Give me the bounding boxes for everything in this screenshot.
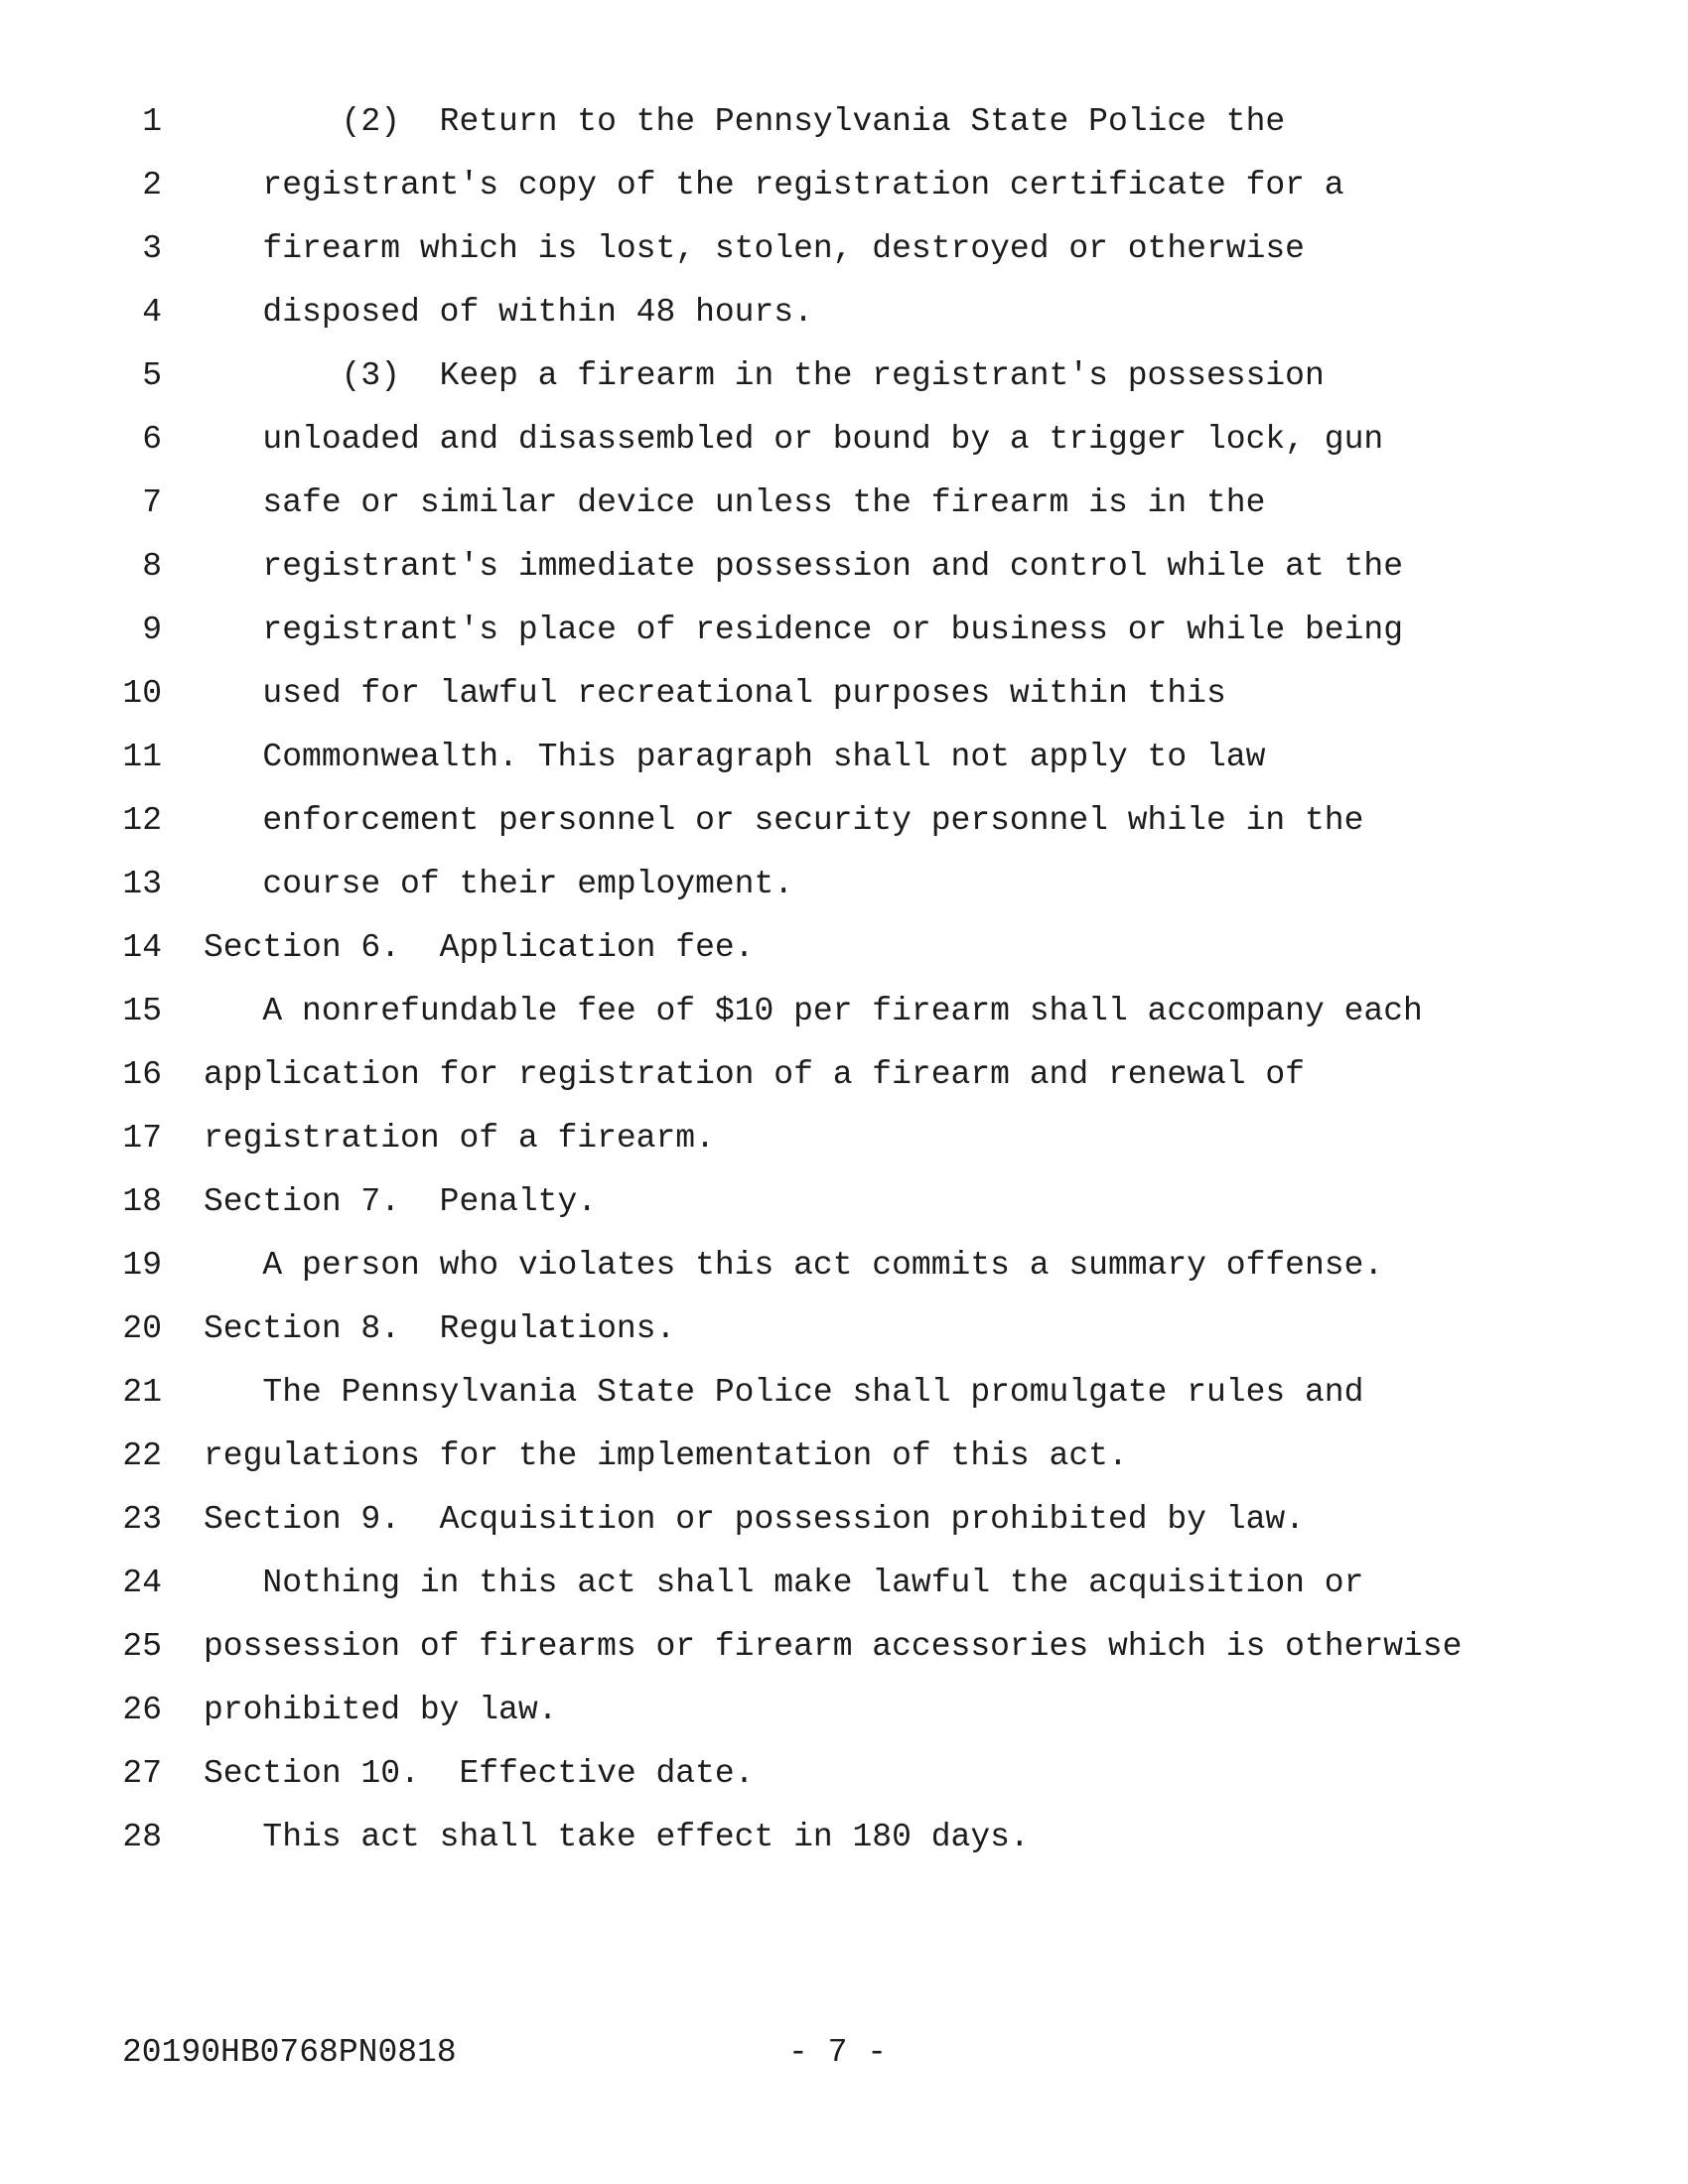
- document-line: [0, 1043, 1688, 1107]
- document-line: [0, 1107, 1688, 1170]
- line-text: registration of a firearm.: [204, 1120, 715, 1157]
- line-number: 26: [122, 1692, 162, 1728]
- line-number: 8: [142, 548, 162, 585]
- line-text: disposed of within 48 hours.: [204, 294, 813, 331]
- line-number: 17: [122, 1120, 162, 1157]
- line-text: possession of firearms or firearm accessories which is otherwise: [204, 1628, 1463, 1665]
- line-number: 23: [122, 1501, 162, 1538]
- line-number: 18: [122, 1183, 162, 1220]
- line-text: A nonrefundable fee of $10 per firearm shall accompany each: [204, 993, 1423, 1029]
- line-text: Nothing in this act shall make lawful the acquisition or: [204, 1565, 1364, 1601]
- line-text: firearm which is lost, stolen, destroyed or otherwise: [204, 230, 1305, 267]
- document-line: [0, 1679, 1688, 1742]
- document-line: [0, 726, 1688, 789]
- line-number: 22: [122, 1437, 162, 1474]
- line-text: registrant's immediate possession and control while at the: [204, 548, 1403, 585]
- line-number: 16: [122, 1056, 162, 1093]
- line-number: 4: [142, 294, 162, 331]
- line-text: Commonwealth. This paragraph shall not apply to law: [204, 739, 1266, 775]
- line-number: 5: [142, 357, 162, 394]
- line-number: 12: [122, 802, 162, 839]
- document-line: [0, 1361, 1688, 1425]
- line-text: unloaded and disassembled or bound by a trigger lock, gun: [204, 421, 1384, 458]
- line-number: 15: [122, 993, 162, 1029]
- line-number: 27: [122, 1755, 162, 1792]
- document-line: [0, 980, 1688, 1043]
- line-number: 9: [142, 612, 162, 648]
- document-line: [0, 1615, 1688, 1679]
- document-line: [0, 217, 1688, 281]
- line-text: application for registration of a firearm and renewal of: [204, 1056, 1305, 1093]
- line-text: regulations for the implementation of this act.: [204, 1437, 1128, 1474]
- line-text: A person who violates this act commits a summary offense.: [204, 1247, 1384, 1284]
- line-text: This act shall take effect in 180 days.: [204, 1819, 1030, 1855]
- document-line: [0, 408, 1688, 472]
- document-line: [0, 853, 1688, 916]
- document-line: [0, 1806, 1688, 1869]
- line-number: 7: [142, 484, 162, 521]
- line-number: 24: [122, 1565, 162, 1601]
- document-line: [0, 1552, 1688, 1615]
- document-line: [0, 90, 1688, 154]
- line-number: 13: [122, 866, 162, 902]
- line-text: (2) Return to the Pennsylvania State Police the: [204, 103, 1286, 140]
- line-text: enforcement personnel or security personnel while in the: [204, 802, 1364, 839]
- line-number: 28: [122, 1819, 162, 1855]
- document-line: [0, 916, 1688, 980]
- document-line: [0, 1297, 1688, 1361]
- line-number: 1: [142, 103, 162, 140]
- line-number: 21: [122, 1374, 162, 1411]
- bill-text-body: [0, 90, 1688, 1869]
- line-text: Section 10. Effective date.: [204, 1755, 755, 1792]
- document-line: [0, 662, 1688, 726]
- line-text: used for lawful recreational purposes within this: [204, 675, 1226, 712]
- document-line: [0, 1170, 1688, 1234]
- line-number: 6: [142, 421, 162, 458]
- line-text: registrant's copy of the registration certificate for a: [204, 167, 1344, 204]
- document-line: [0, 535, 1688, 599]
- line-text: prohibited by law.: [204, 1692, 558, 1728]
- document-line: [0, 599, 1688, 662]
- document-line: [0, 1425, 1688, 1488]
- document-line: [0, 154, 1688, 217]
- line-number: 25: [122, 1628, 162, 1665]
- line-text: Section 7. Penalty.: [204, 1183, 598, 1220]
- page-number: - 7 -: [788, 2034, 888, 2071]
- document-line: [0, 1742, 1688, 1806]
- document-line: [0, 472, 1688, 535]
- line-number: 11: [122, 739, 162, 775]
- document-line: [0, 281, 1688, 344]
- line-number: 3: [142, 230, 162, 267]
- document-line: [0, 344, 1688, 408]
- line-number: 14: [122, 929, 162, 966]
- line-text: The Pennsylvania State Police shall promulgate rules and: [204, 1374, 1364, 1411]
- document-line: [0, 1234, 1688, 1297]
- line-text: Section 8. Regulations.: [204, 1310, 676, 1347]
- bill-identifier: 20190HB0768PN0818: [122, 2034, 457, 2071]
- line-number: 20: [122, 1310, 162, 1347]
- line-text: course of their employment.: [204, 866, 794, 902]
- line-number: 10: [122, 675, 162, 712]
- line-text: registrant's place of residence or business or while being: [204, 612, 1403, 648]
- line-number: 19: [122, 1247, 162, 1284]
- line-text: Section 6. Application fee.: [204, 929, 755, 966]
- line-text: safe or similar device unless the firearm is in the: [204, 484, 1266, 521]
- line-text: Section 9. Acquisition or possession prohibited by law.: [204, 1501, 1305, 1538]
- document-line: [0, 789, 1688, 853]
- line-number: 2: [142, 167, 162, 204]
- document-line: [0, 1488, 1688, 1552]
- line-text: (3) Keep a firearm in the registrant's possession: [204, 357, 1325, 394]
- page-footer: [0, 2021, 1688, 2085]
